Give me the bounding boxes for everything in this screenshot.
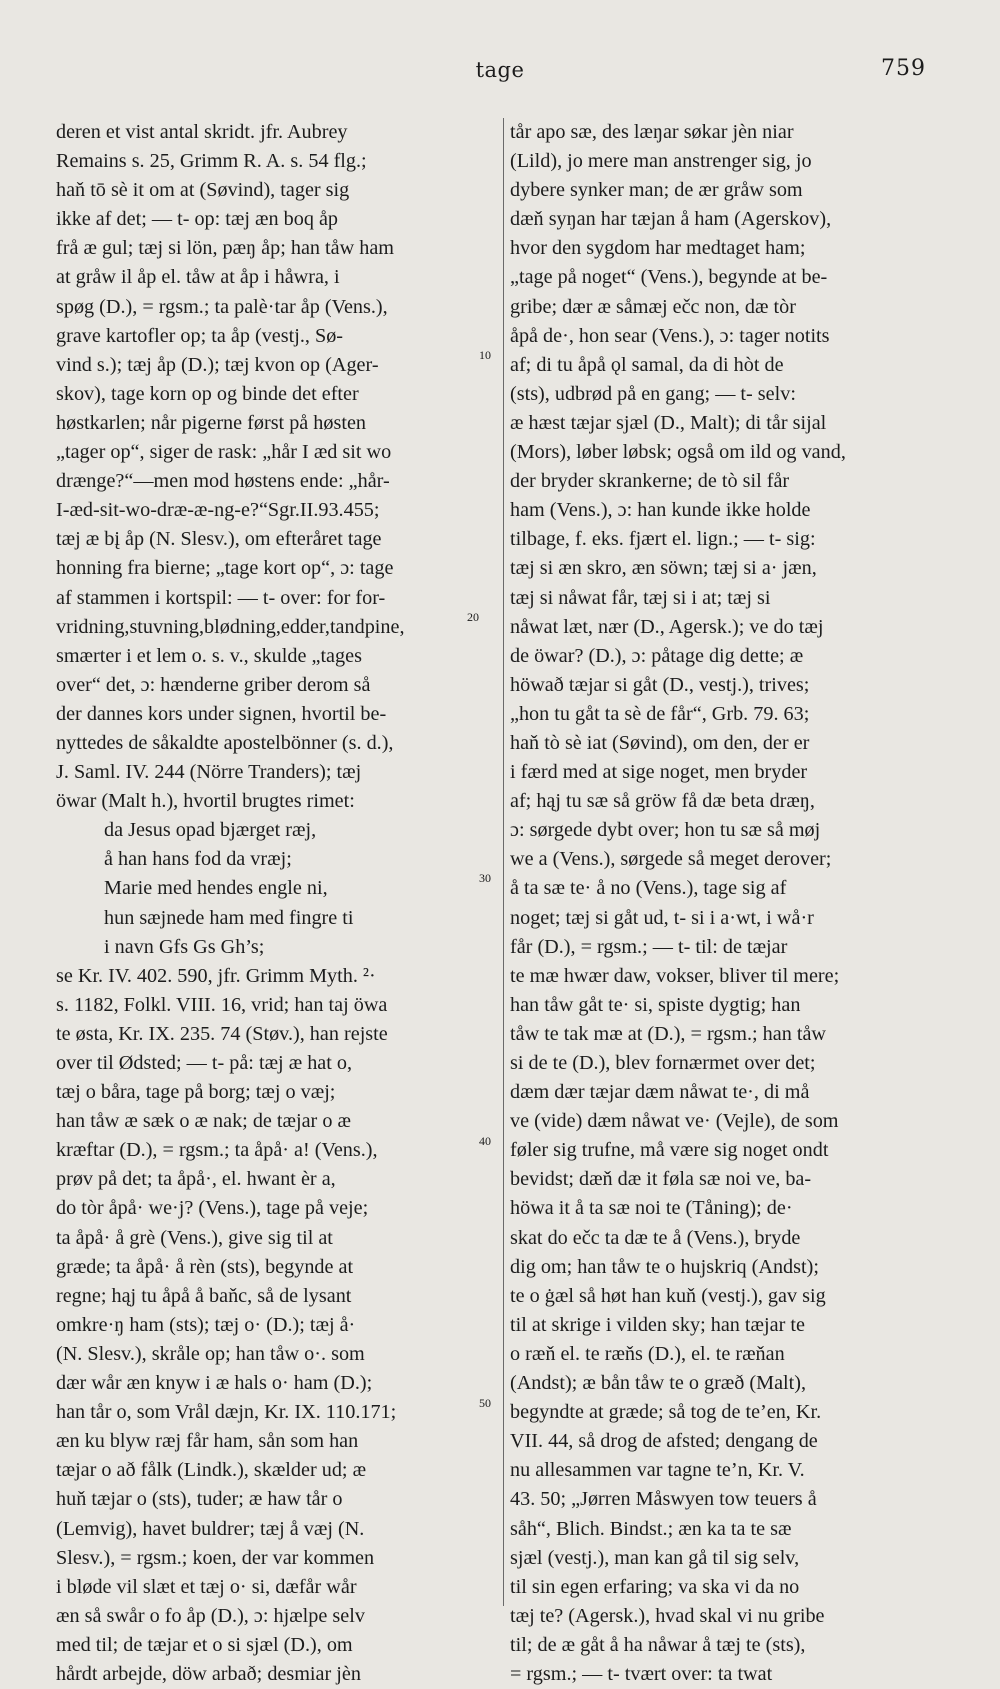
text-line: å han hans fod da vræj; <box>104 848 292 871</box>
text-line: nåwat læt, nær (D., Agersk.); ve do tæj <box>510 615 824 638</box>
text-line: te mæ hwær daw, vokser, bliver til mere; <box>510 964 840 987</box>
text-line: ikke af det; — t- op: tæj æn boq åp <box>56 208 339 231</box>
text-line: „tager op“, siger de rask: „hår I æd sit wo <box>56 441 392 464</box>
text-line: ta åpå· å grè (Vens.), give sig til at <box>56 1226 333 1249</box>
text-line: tæj o båra, tage på borg; tæj o væj; <box>56 1081 336 1104</box>
text-line: (Lemvig), havet buldrer; tæj å væj (N. <box>56 1517 365 1540</box>
text-line: spøg (D.), = rgsm.; ta palè·tar åp (Vens.), <box>56 295 388 318</box>
text-line: drænge?“—men mod høstens ende: „hår- <box>56 470 390 493</box>
line-marker: 40 <box>479 1134 491 1148</box>
text-line: „hon tu gåt ta sè de får“, Grb. 79. 63; <box>510 702 810 725</box>
text-line: gribe; dær æ såmæj ečc non, dæ tòr <box>510 295 796 318</box>
text-line: 43. 50; „Jørren Måswyen tow teuers å <box>510 1488 817 1511</box>
text-line: nyttedes de såkaldte apostelbönner (s. d.), <box>56 731 394 754</box>
text-line: til; de æ gåt å ha nåwar å tæj te (sts), <box>510 1633 806 1656</box>
text-line: ham (Vens.), ɔ: han kunde ikke holde <box>510 499 811 522</box>
text-line: å ta sæ te· å no (Vens.), tage sig af <box>510 877 787 900</box>
text-line: til at skrige i vilden sky; han tæjar te <box>510 1313 805 1336</box>
text-line: æn så swår o fo åp (D.), ɔ: hjælpe selv <box>56 1604 365 1627</box>
text-line: I-æd-sit-wo-dræ-æ-ng-e?“Sgr.II.93.455; <box>56 499 380 522</box>
text-line: dær wår æn knyw i æ hals o· ham (D.); <box>56 1372 373 1395</box>
text-line: af; di tu åpå ǫl samal, da di hòt de <box>510 353 784 376</box>
text-line: æ hæst tæjar sjæl (D., Malt); di tår sijal <box>510 411 827 434</box>
text-line: honning fra bierne; „tage kort op“, ɔ: tage <box>56 557 394 580</box>
text-line: æn ku blyw ræj får ham, sån som han <box>56 1430 359 1453</box>
text-line: tæj æ bį åp (N. Slesv.), om efteråret tage <box>56 528 382 551</box>
text-line: regne; hąj tu åpå å baňc, så de lysant <box>56 1284 352 1307</box>
text-line: tæj te? (Agersk.), hvad skal vi nu gribe <box>510 1604 825 1627</box>
text-line: grave kartofler op; ta åp (vestj., Sø- <box>56 324 344 347</box>
text-line: Marie med hendes engle ni, <box>104 877 328 900</box>
text-line: af stammen i kortspil: — t- over: for for- <box>56 586 386 609</box>
text-line: s. 1182, Folkl. VIII. 16, vrid; han taj öwa <box>56 993 388 1016</box>
text-line: te østa, Kr. IX. 235. 74 (Støv.), han rejste <box>56 1022 388 1045</box>
text-line: Slesv.), = rgsm.; koen, der var kommen <box>56 1546 375 1569</box>
text-line: frå æ gul; tæj si lön, pæŋ åp; han tåw ham <box>56 237 394 260</box>
text-line: hvor den sygdom har medtaget ham; <box>510 237 806 260</box>
text-line: do tòr åpå· we·j? (Vens.), tage på veje; <box>56 1197 369 1220</box>
text-line: tåw te tak mæ at (D.), = rgsm.; han tåw <box>510 1022 827 1045</box>
text-line: dæň syŋan har tæjan å ham (Agerskov), <box>510 208 832 231</box>
text-line: = rgsm.; — t- tvært over: ta twat <box>510 1662 773 1685</box>
column-rule <box>503 118 504 1606</box>
text-line: ve (vide) dæm nåwat ve· (Vejle), de som <box>510 1110 839 1133</box>
text-line: der bryder skrankerne; de tò sil får <box>510 470 790 493</box>
text-line: ɔ: sørgede dybt over; hon tu sæ så møj <box>510 819 821 842</box>
text-line: si de te (D.), blev fornærmet over det; <box>510 1052 816 1074</box>
text-line: føler sig trufne, må være sig noget ondt <box>510 1139 829 1162</box>
text-line: noget; tæj si gåt ud, t- si i a·wt, i wå·r <box>510 906 814 929</box>
text-line: skat do ečc ta dæ te å (Vens.), bryde <box>510 1226 801 1249</box>
text-line: tæj si nåwat får, tæj si i at; tæj si <box>510 586 771 609</box>
text-line: i bløde vil slæt et tæj o· si, dæfår wår <box>56 1575 357 1598</box>
text-line: i navn Gfs Gs Gh’s; <box>104 935 265 958</box>
text-line: han tår o, som Vrål dæjn, Kr. IX. 110.171; <box>56 1401 397 1424</box>
text-line: hun sæjnede ham med fingre ti <box>104 906 354 929</box>
text-line: hårdt arbejde, döw arbað; desmiar jèn <box>56 1662 361 1685</box>
text-line: dybere synker man; de ær gråw som <box>510 179 803 202</box>
text-line: over“ det, ɔ: hænderne griber derom så <box>56 673 371 696</box>
text-line: han tåw gåt te· si, spiste dygtig; han <box>510 993 801 1016</box>
page-number: 759 <box>881 56 926 81</box>
text-line: smærter i et lem o. s. v., skulde „tages <box>56 644 362 667</box>
text-line: af; hąj tu sæ så gröw få dæ beta dræŋ, <box>510 790 815 813</box>
text-line: tæj si æn skro, æn söwn; tæj si a· jæn, <box>510 557 817 580</box>
text-line: at gråw il åp el. tåw at åp i håwra, i <box>56 266 340 289</box>
text-line: over til Ødsted; — t- på: tæj æ hat o, <box>56 1052 353 1074</box>
text-line: huň tæjar o (sts), tuder; æ haw tår o <box>56 1488 343 1511</box>
text-line: da Jesus opad bjærget ræj, <box>104 819 317 842</box>
text-line: se Kr. IV. 402. 590, jfr. Grimm Myth. ²· <box>56 964 376 987</box>
text-line: tilbage, f. eks. fjært el. lign.; — t- sig: <box>510 528 816 551</box>
text-line: de öwar? (D.), ɔ: påtage dig dette; æ <box>510 644 804 667</box>
text-line: te o ġæl så høt han kuň (vestj.), gav sig <box>510 1284 826 1307</box>
text-line: we a (Vens.), sørgede så meget derover; <box>510 848 832 871</box>
text-line: höwað tæjar si gåt (D., vestj.), trives; <box>510 673 810 696</box>
text-line: høstkarlen; når pigerne først på høsten <box>56 411 367 434</box>
text-line: (Andst); æ bån tåw te o græð (Malt), <box>510 1372 807 1395</box>
text-line: Remains s. 25, Grimm R. A. s. 54 flg.; <box>56 150 367 173</box>
line-marker: 20 <box>467 610 479 624</box>
text-line: (Mors), løber løbsk; også om ild og vand, <box>510 441 846 464</box>
text-line: haň tò sè iat (Søvind), om den, der er <box>510 731 810 754</box>
text-line: omkre·ŋ ham (sts); tæj o· (D.); tæj å· <box>56 1313 356 1336</box>
text-line: dig om; han tåw te o hujskriq (Andst); <box>510 1255 819 1278</box>
text-line: med til; de tæjar et o si sjæl (D.), om <box>56 1633 353 1656</box>
text-line: bevidst; dæň dæ it føla sæ noi ve, ba- <box>510 1168 812 1191</box>
text-line: såh“, Blich. Bindst.; æn ka ta te sæ <box>510 1517 792 1540</box>
text-line: tæjar o að fålk (Lindk.), skælder ud; æ <box>56 1459 367 1482</box>
text-line: (N. Slesv.), skråle op; han tåw o·. som <box>56 1342 365 1365</box>
text-line: (Lild), jo mere man anstrenger sig, jo <box>510 150 812 173</box>
text-line: öwar (Malt h.), hvortil brugtes rimet: <box>56 790 355 813</box>
line-marker: 10 <box>479 348 491 362</box>
text-line: åpå de·, hon sear (Vens.), ɔ: tager notits <box>510 324 830 347</box>
left-column <box>56 118 498 1689</box>
text-line: i færd med at sige noget, men bryder <box>510 761 808 784</box>
right-column <box>510 118 948 1689</box>
text-line: haň tō sè it om at (Søvind), tager sig <box>56 179 350 202</box>
text-line: kræftar (D.), = rgsm.; ta åpå· a! (Vens.), <box>56 1139 378 1162</box>
text-line: nu allesammen var tagne te’n, Kr. V. <box>510 1459 805 1482</box>
text-line: der dannes kors under signen, hvortil be- <box>56 702 387 725</box>
text-line: til sin egen erfaring; va ska vi da no <box>510 1575 800 1598</box>
text-line: (sts), udbrød på en gang; — t- selv: <box>510 382 796 405</box>
text-line: skov), tage korn op og binde det efter <box>56 382 359 405</box>
text-line: får (D.), = rgsm.; — t- til: de tæjar <box>510 935 788 958</box>
text-line: J. Saml. IV. 244 (Nörre Tranders); tæj <box>56 761 362 784</box>
text-line: prøv på det; ta åpå·, el. hwant èr a, <box>56 1168 336 1191</box>
line-marker: 50 <box>479 1396 491 1410</box>
text-line: vind s.); tæj åp (D.); tæj kvon op (Ager- <box>56 353 379 376</box>
text-line: græde; ta åpå· å rèn (sts), begynde at <box>56 1255 354 1278</box>
text-line: han tåw æ sæk o æ nak; de tæjar o æ <box>56 1110 351 1133</box>
running-head: tage <box>475 58 525 82</box>
text-line: „tage på noget“ (Vens.), begynde at be- <box>510 266 828 289</box>
text-line: höwa it å ta sæ noi te (Tåning); de· <box>510 1197 793 1220</box>
text-line: sjæl (vestj.), man kan gå til sig selv, <box>510 1546 800 1569</box>
text-line: vridning,stuvning,blødning,edder,tandpine, <box>56 615 405 638</box>
line-marker: 30 <box>479 871 491 885</box>
text-line: tår apo sæ, des læŋar søkar jèn niar <box>510 121 794 143</box>
text-line: begyndte at græde; så tog de te’en, Kr. <box>510 1401 822 1424</box>
text-line: o ræň el. te ræňs (D.), el. te ræňan <box>510 1342 785 1365</box>
text-line: VII. 44, så drog de afsted; dengang de <box>510 1430 818 1453</box>
text-line: dæm dær tæjar dæm nåwat te·, di må <box>510 1081 810 1104</box>
text-line: deren et vist antal skridt. jfr. Aubrey <box>56 121 348 143</box>
